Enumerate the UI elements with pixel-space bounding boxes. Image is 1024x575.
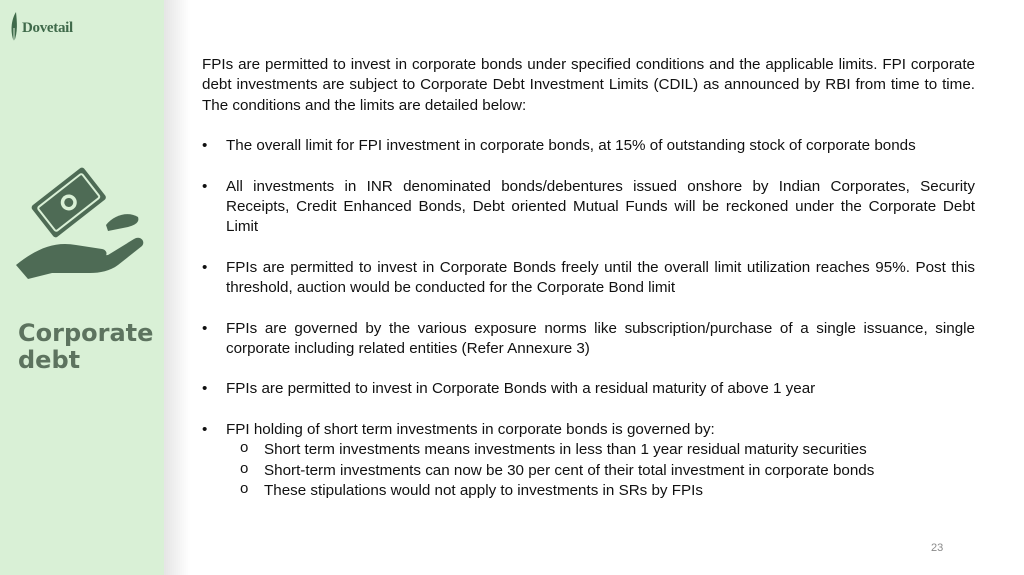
money-hand-icon <box>10 165 145 280</box>
list-item-text: FPI holding of short term investments in corporate bonds is governed by: <box>226 420 715 438</box>
section-title: Corporate debt <box>18 319 154 374</box>
bullet-icon: • <box>202 380 208 398</box>
page-number: 23 <box>931 542 944 554</box>
logo-text: Dovetail <box>22 20 73 36</box>
bullet-icon: • <box>202 420 208 438</box>
sub-list-item <box>240 481 975 501</box>
list-item <box>202 319 975 360</box>
sub-list-item-text: Short term investments means investments in less than 1 year residual maturity securities <box>264 441 867 459</box>
list-item-text: FPIs are permitted to invest in Corporate Bonds freely until the overall limit utilization reaches 95%. Post this threshold, auction would be conducted for the Corporate Bond limit <box>226 258 975 297</box>
sub-list-item-text: These stipulations would not apply to investments in SRs by FPIs <box>264 482 703 500</box>
sidebar-shadow <box>164 0 190 575</box>
sub-bullet-list <box>226 440 975 501</box>
intro-paragraph: FPIs are permitted to invest in corporate bonds under specified conditions and the applicable limits. FPI corporate debt investments are subject to Corporate Debt Investment Limits (CDIL) as announced by RBI from time to time. The conditions and the limits are detailed below: <box>202 56 975 114</box>
bullet-icon: • <box>202 137 208 155</box>
sub-bullet-icon: o <box>240 459 249 477</box>
list-item-text: All investments in INR denominated bonds/debentures issued onshore by Indian Corporates, Security Receipts, Credit Enhanced Bonds, Debt oriented Mutual Funds will be reckoned under the Corporate Debt Limit <box>226 177 975 236</box>
sub-list-item <box>240 461 975 481</box>
bullet-icon: • <box>202 258 208 276</box>
sidebar-panel <box>0 0 164 575</box>
list-item <box>202 136 975 156</box>
bullet-icon: • <box>202 177 208 195</box>
sub-list-item-text: Short-term investments can now be 30 per cent of their total investment in corporate bonds <box>264 461 875 479</box>
bullet-list <box>202 136 975 501</box>
list-item <box>202 420 975 502</box>
bullet-icon: • <box>202 319 208 337</box>
sub-bullet-icon: o <box>240 439 249 457</box>
list-item-text: The overall limit for FPI investment in corporate bonds, at 15% of outstanding stock of corporate bonds <box>226 137 916 155</box>
list-item <box>202 177 975 238</box>
list-item <box>202 379 975 399</box>
list-item-text: FPIs are governed by the various exposure norms like subscription/purchase of a single issuance, single corporate including related entities (Refer Annexure 3) <box>226 319 975 358</box>
list-item-text: FPIs are permitted to invest in Corporate Bonds with a residual maturity of above 1 year <box>226 380 816 398</box>
sub-list-item <box>240 440 975 460</box>
slide-content <box>202 55 975 502</box>
dovetail-logo <box>6 8 73 44</box>
sub-bullet-icon: o <box>240 480 249 498</box>
list-item <box>202 258 975 299</box>
